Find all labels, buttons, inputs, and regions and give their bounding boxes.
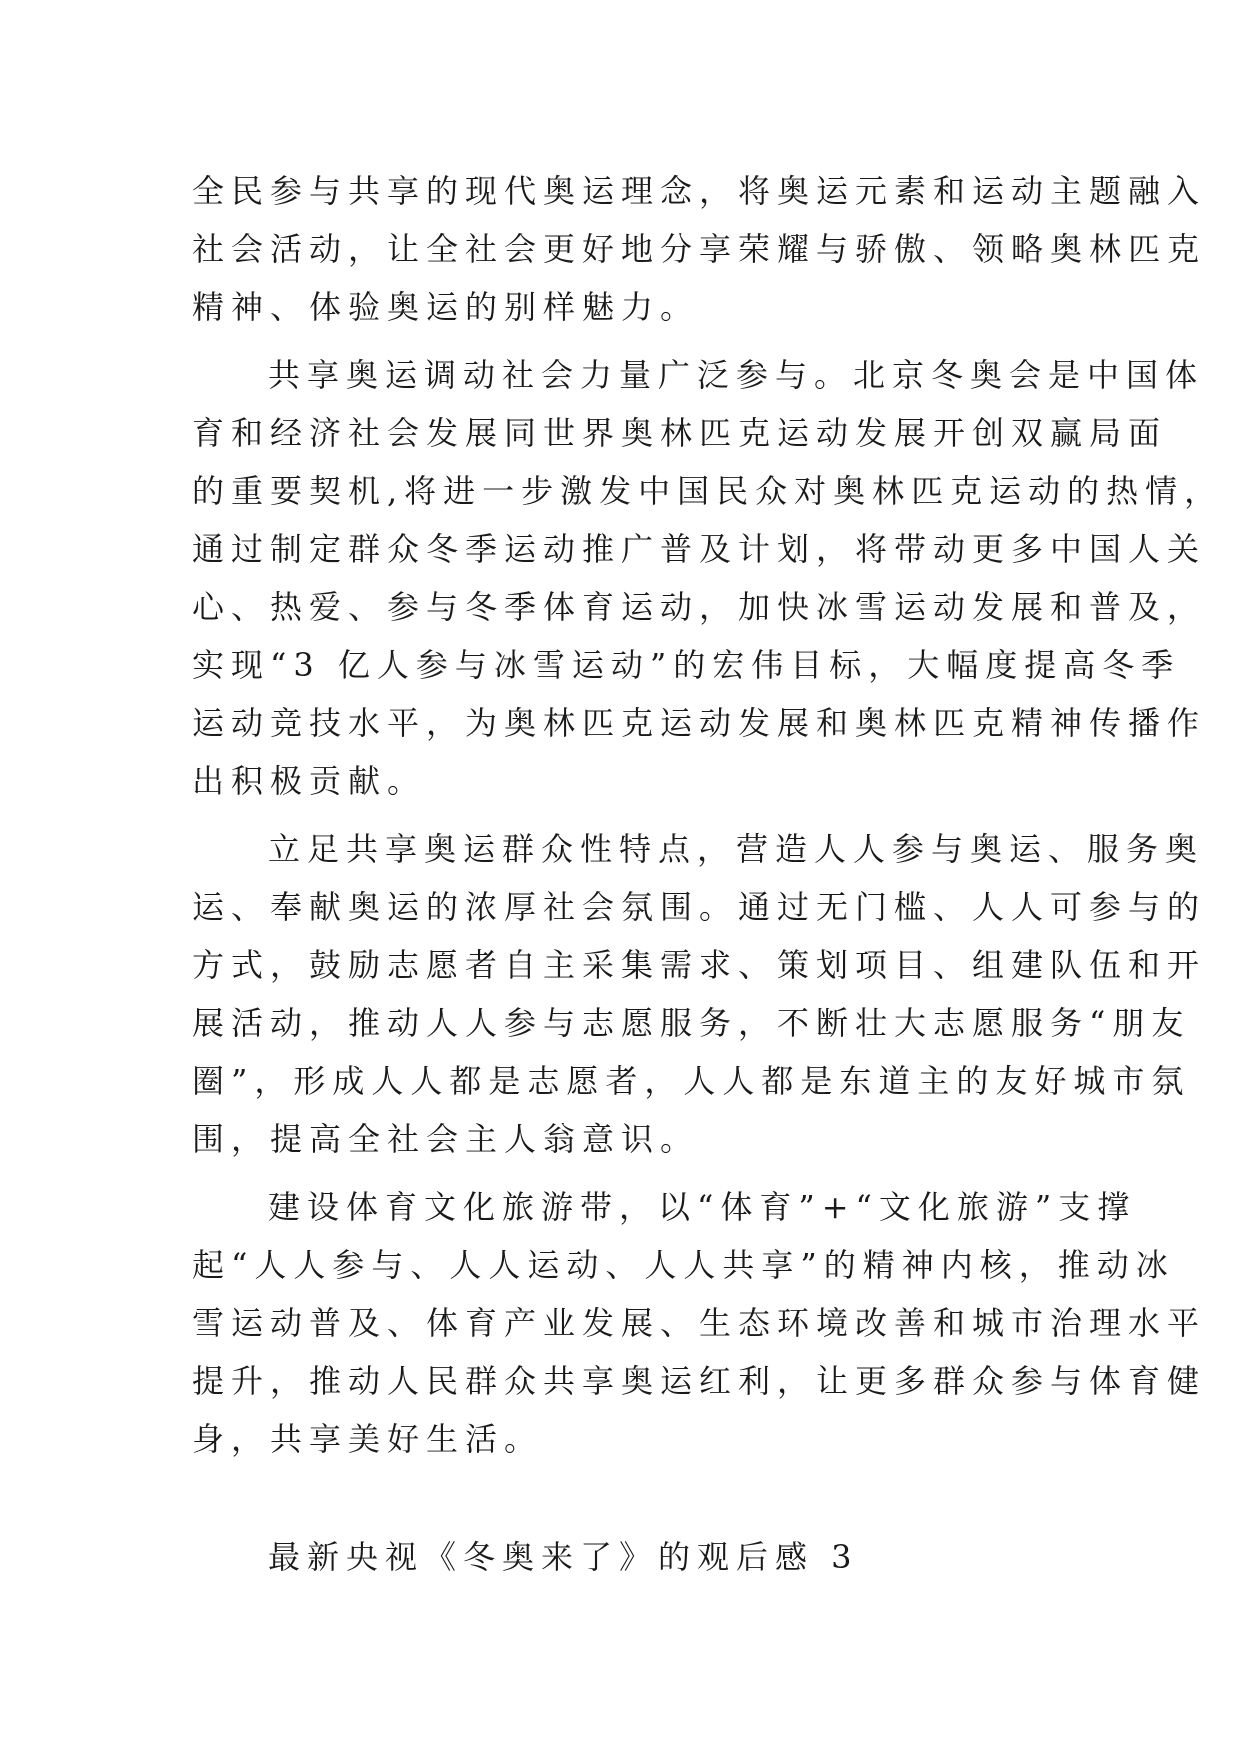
text-line: 立足共享奥运群众性特点，营造人人参与奥运、服务奥 [268,830,1205,868]
text-line: 出积极贡献。 [192,762,427,800]
text-line: 雪运动普及、体育产业发展、生态环境改善和城市治理水平 [192,1304,1207,1342]
text-line: 全民参与共享的现代奥运理念，将奥运元素和运动主题融入 [192,172,1207,210]
text-line: 的重要契机,将进一步激发中国民众对奥林匹克运动的热情， [192,472,1224,510]
paragraph-1 [192,162,1207,336]
text-line: 围，提高全社会主人翁意识。 [192,1120,700,1158]
text-line: 心、热爱、参与冬季体育运动，加快冰雪运动发展和普及， [192,588,1207,626]
paragraph-4 [192,1178,1207,1468]
text-line: 方式，鼓励志愿者自主采集需求、策划项目、组建队伍和开 [192,946,1207,984]
text-line: 共享奥运调动社会力量广泛参与。北京冬奥会是中国体 [268,356,1205,394]
text-line: 展活动，推动人人参与志愿服务，不断壮大志愿服务“朋友 [192,1004,1191,1042]
section-heading: 最新央视《冬奥来了》的观后感 3 [268,1538,859,1576]
paragraph-2 [192,346,1224,810]
text-line: 育和经济社会发展同世界奥林匹克运动发展开创双赢局面 [192,414,1168,452]
text-line: 起“人人参与、人人运动、人人共享”的精神内核，推动冰 [192,1246,1175,1284]
document-page [192,162,1224,1586]
text-line: 身，共享美好生活。 [192,1420,544,1458]
text-line: 通过制定群众冬季运动推广普及计划，将带动更多中国人关 [192,530,1207,568]
text-line: 运、奉献奥运的浓厚社会氛围。通过无门槛、人人可参与的 [192,888,1207,926]
text-line: 运动竞技水平，为奥林匹克运动发展和奥林匹克精神传播作 [192,704,1207,742]
text-line: 社会活动，让全社会更好地分享荣耀与骄傲、领略奥林匹克 [192,230,1207,268]
text-line: 精神、体验奥运的别样魅力。 [192,288,700,326]
text-line: 圈”，形成人人都是志愿者，人人都是东道主的友好城市氛 [192,1062,1191,1100]
text-line: 实现“3 亿人参与冰雪运动”的宏伟目标，大幅度提高冬季 [192,646,1181,684]
text-line: 建设体育文化旅游带，以“体育”+“文化旅游”支撑 [268,1188,1137,1226]
text-line: 提升，推动人民群众共享奥运红利，让更多群众参与体育健 [192,1362,1207,1400]
paragraph-3 [192,820,1207,1168]
